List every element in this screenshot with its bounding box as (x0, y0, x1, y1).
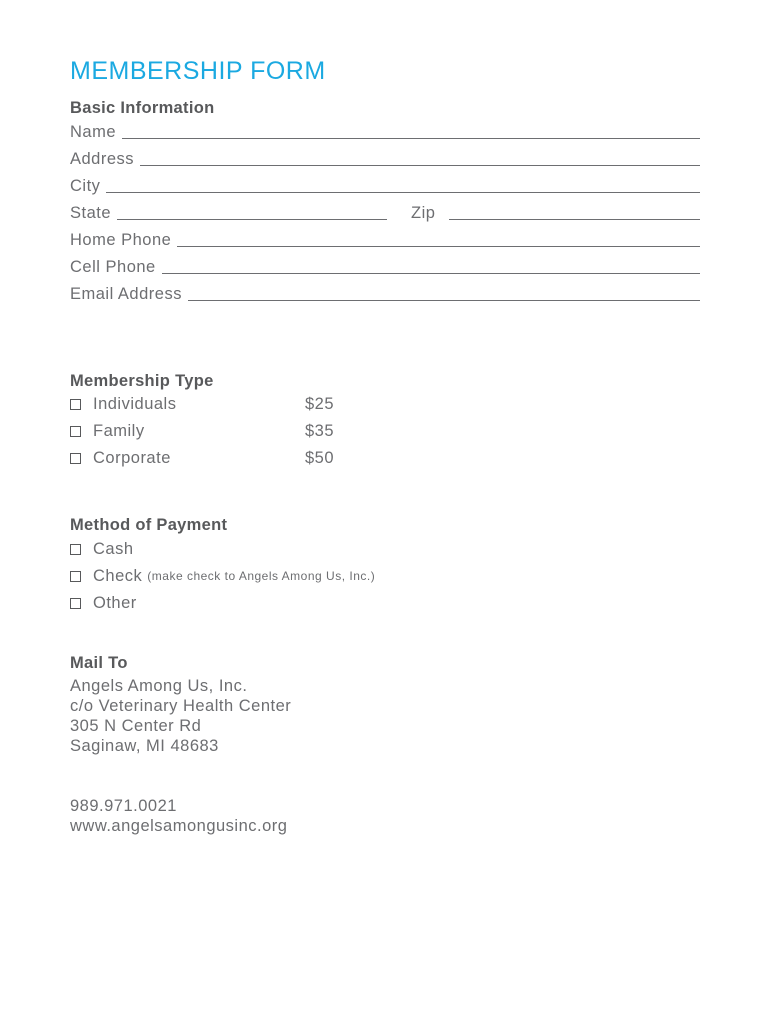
city-field-row (70, 174, 700, 196)
address-field-row (70, 147, 700, 169)
city-field[interactable] (106, 176, 700, 193)
city-label: City (70, 177, 101, 195)
payment-option-cash[interactable] (70, 538, 134, 560)
check-payable-note: (make check to Angels Among Us, Inc.) (147, 569, 376, 583)
form-title: MEMBERSHIP FORM (70, 57, 326, 85)
state-label: State (70, 204, 112, 222)
other-label: Other (93, 594, 137, 612)
mail-to-line: 305 N Center Rd (70, 717, 202, 735)
zip-field[interactable] (449, 203, 700, 220)
payment-option-other[interactable] (70, 592, 137, 614)
mail-to-heading: Mail To (70, 654, 128, 672)
home-phone-field[interactable] (177, 230, 700, 247)
cash-checkbox[interactable] (70, 544, 81, 555)
cash-label: Cash (93, 540, 134, 558)
corporate-price: $50 (305, 449, 335, 467)
cell-phone-label: Cell Phone (70, 258, 156, 276)
email-field-row (70, 282, 700, 304)
cell-phone-field[interactable] (162, 257, 700, 274)
family-price: $35 (305, 422, 335, 440)
home-phone-field-row (70, 228, 700, 250)
email-label: Email Address (70, 285, 182, 303)
corporate-checkbox[interactable] (70, 453, 81, 464)
name-field-row (70, 120, 700, 142)
state-zip-field-row (70, 201, 700, 223)
family-checkbox[interactable] (70, 426, 81, 437)
address-field[interactable] (140, 149, 700, 166)
mail-to-line: Saginaw, MI 48683 (70, 737, 219, 755)
membership-option-family[interactable] (70, 420, 145, 442)
payment-method-heading: Method of Payment (70, 516, 228, 534)
family-label: Family (93, 422, 145, 440)
mail-to-line: Angels Among Us, Inc. (70, 677, 248, 695)
payment-option-check[interactable] (70, 565, 375, 587)
corporate-label: Corporate (93, 449, 171, 467)
website-link[interactable]: www.angelsamongusinc.org (70, 817, 288, 835)
mail-to-line: c/o Veterinary Health Center (70, 697, 292, 715)
email-field[interactable] (188, 284, 700, 301)
basic-info-heading: Basic Information (70, 99, 215, 117)
check-checkbox[interactable] (70, 571, 81, 582)
contact-phone: 989.971.0021 (70, 797, 177, 815)
other-checkbox[interactable] (70, 598, 81, 609)
individuals-price: $25 (305, 395, 335, 413)
individuals-checkbox[interactable] (70, 399, 81, 410)
address-label: Address (70, 150, 135, 168)
zip-label: Zip (411, 204, 436, 222)
name-label: Name (70, 123, 117, 141)
cell-phone-field-row (70, 255, 700, 277)
individuals-label: Individuals (93, 395, 177, 413)
check-label: Check (93, 567, 143, 585)
home-phone-label: Home Phone (70, 231, 172, 249)
membership-type-heading: Membership Type (70, 372, 214, 390)
name-field[interactable] (122, 122, 700, 139)
state-field[interactable] (117, 203, 387, 220)
membership-option-corporate[interactable] (70, 447, 171, 469)
membership-option-individuals[interactable] (70, 393, 176, 415)
